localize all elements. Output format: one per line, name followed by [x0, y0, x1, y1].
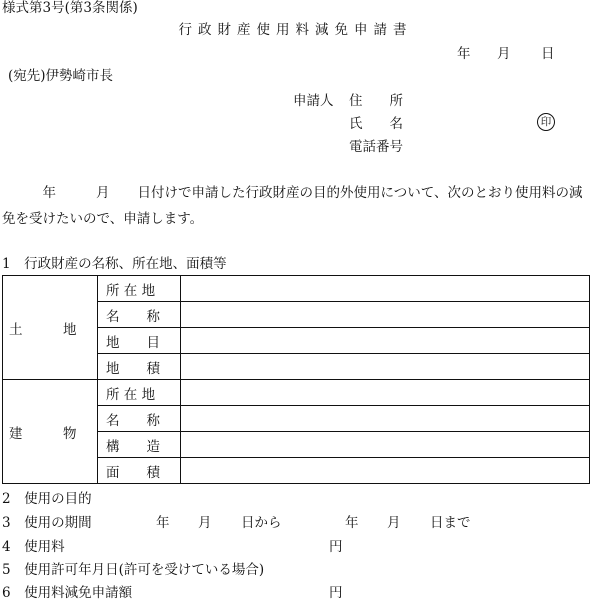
land-name-field[interactable]: [181, 302, 590, 328]
building-name-field[interactable]: [181, 406, 590, 432]
form-number: 様式第3号(第3条関係): [2, 0, 138, 16]
building-structure-label: 構 造: [98, 432, 181, 458]
date-day-label: 日: [541, 46, 555, 62]
statement-text: 日付けで申請した行政財産の目的外使用について、次のとおり使用料の減免を受けたいので、申請します。: [2, 185, 583, 227]
item-purpose: 2 使用の目的: [2, 491, 92, 507]
land-location-label: 所 在 地: [98, 276, 181, 302]
period-to-year: 年: [345, 515, 359, 531]
phone-label: 電話番号: [349, 139, 403, 155]
land-category: 土 地: [3, 276, 98, 380]
period-to-month: 月: [387, 515, 401, 531]
land-type-label: 地 目: [98, 328, 181, 354]
building-category: 建 物: [3, 380, 98, 484]
item-fee-label: 4 使用料: [2, 539, 65, 555]
statement-year: 年: [42, 185, 56, 201]
section-1-heading: 1 行政財産の名称、所在地、面積等: [2, 256, 227, 272]
land-location-field[interactable]: [181, 276, 590, 302]
period-from-year: 年: [156, 515, 170, 531]
building-area-label: 面 積: [98, 458, 181, 484]
date-year-label: 年: [457, 46, 471, 62]
land-area-label: 地 積: [98, 354, 181, 380]
period-from-day: 日から: [241, 515, 282, 531]
land-area-field[interactable]: [181, 354, 590, 380]
statement-month: 月: [96, 185, 110, 201]
application-statement: [2, 180, 590, 232]
item-reduction-label: 6 使用料減免申請額: [2, 585, 133, 601]
building-name-label: 名 称: [98, 406, 181, 432]
address-label: 住 所: [349, 93, 403, 109]
period-to-day: 日まで: [430, 515, 471, 531]
name-label: 氏 名: [349, 116, 403, 132]
applicant-label: 申請人: [293, 93, 334, 109]
form-title: 行政財産使用料減免申請書: [178, 22, 413, 38]
land-name-label: 名 称: [98, 302, 181, 328]
building-structure-field[interactable]: [181, 432, 590, 458]
fee-unit: 円: [329, 539, 343, 555]
addressee: (宛先)伊勢崎市長: [8, 68, 114, 84]
seal-mark: 印: [537, 113, 555, 131]
property-table: [2, 275, 590, 484]
item-permit-date: 5 使用許可年月日(許可を受けている場合): [2, 562, 265, 578]
date-month-label: 月: [497, 46, 511, 62]
building-area-field[interactable]: [181, 458, 590, 484]
building-location-field[interactable]: [181, 380, 590, 406]
building-location-label: 所 在 地: [98, 380, 181, 406]
reduction-unit: 円: [329, 585, 343, 601]
land-type-field[interactable]: [181, 328, 590, 354]
item-period-label: 3 使用の期間: [2, 515, 92, 531]
period-from-month: 月: [198, 515, 212, 531]
